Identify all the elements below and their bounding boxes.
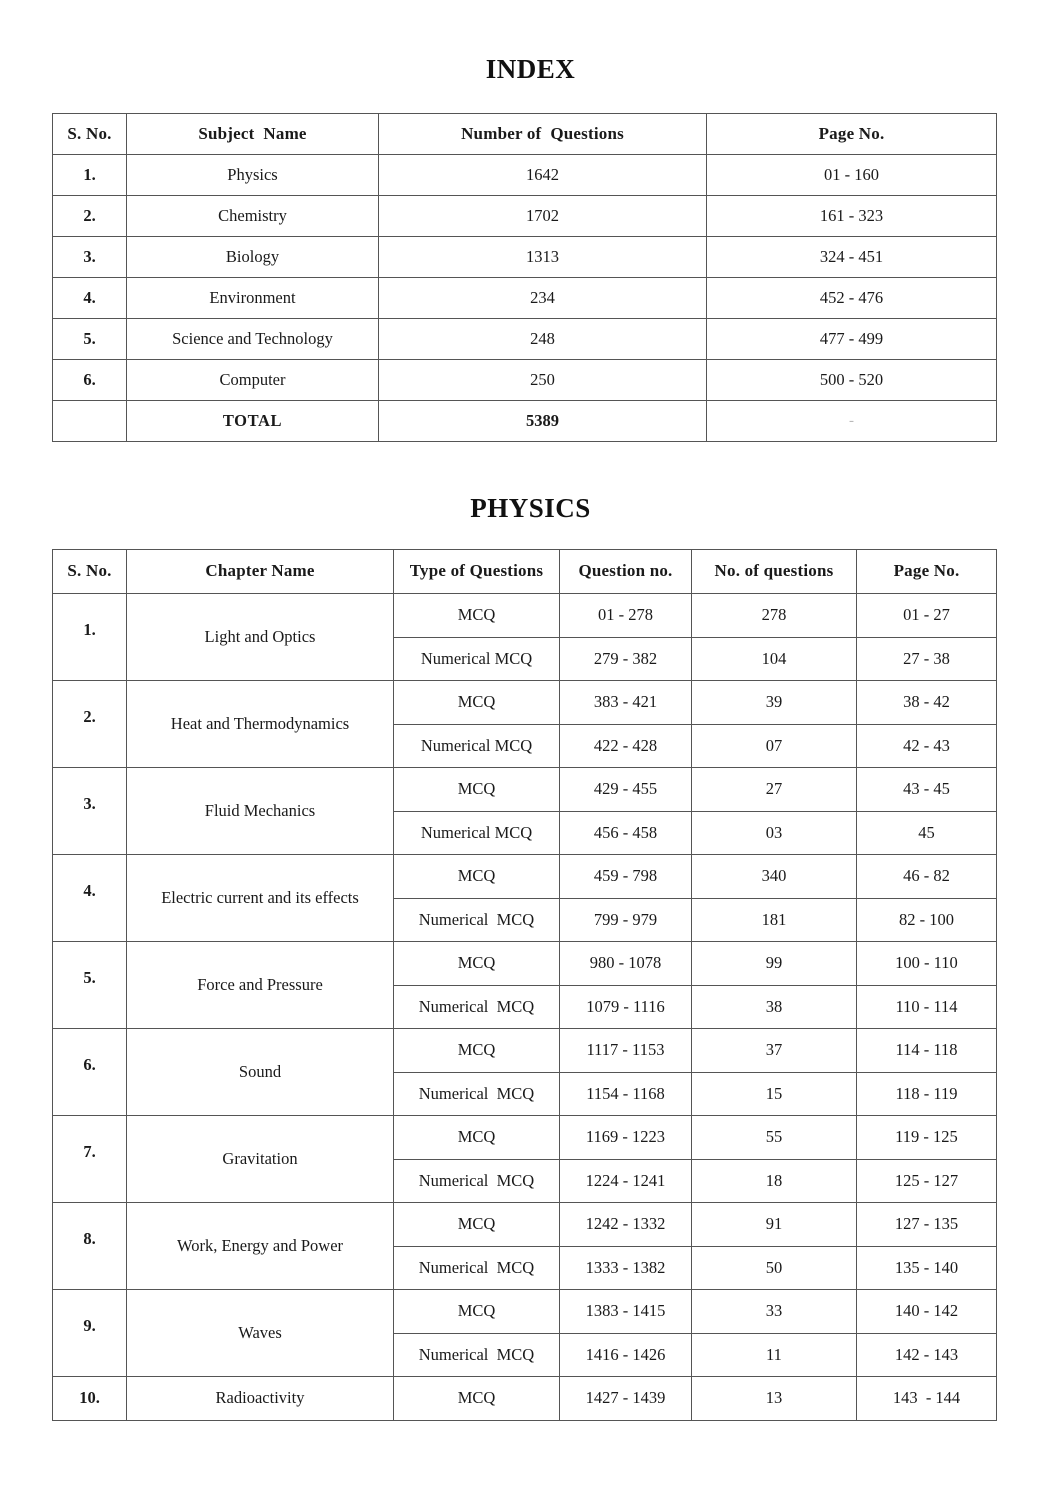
table-row xyxy=(53,237,997,278)
physics-cell-pages: 45 xyxy=(857,811,997,855)
physics-cell-question-no: 422 - 428 xyxy=(560,724,692,768)
physics-cell-pages: 46 - 82 xyxy=(857,855,997,899)
index-cell-pages: 161 - 323 xyxy=(707,196,997,237)
physics-cell-pages: 38 - 42 xyxy=(857,681,997,725)
physics-cell-pages: 118 - 119 xyxy=(857,1072,997,1116)
physics-cell-sno: 2. xyxy=(53,681,127,768)
physics-header-qno: Question no. xyxy=(560,550,692,594)
physics-cell-sno: 7. xyxy=(53,1116,127,1203)
index-cell-subject: Biology xyxy=(127,237,379,278)
physics-cell-question-no: 1333 - 1382 xyxy=(560,1246,692,1290)
physics-cell-question-no: 1079 - 1116 xyxy=(560,985,692,1029)
physics-cell-chapter-name: Fluid Mechanics xyxy=(127,768,394,855)
physics-cell-pages: 127 - 135 xyxy=(857,1203,997,1247)
physics-cell-type: MCQ xyxy=(394,1203,560,1247)
physics-cell-question-count: 18 xyxy=(692,1159,857,1203)
table-row xyxy=(53,855,997,899)
physics-cell-type: MCQ xyxy=(394,1029,560,1073)
physics-cell-question-count: 27 xyxy=(692,768,857,812)
physics-cell-pages: 143 - 144 xyxy=(857,1377,997,1421)
index-cell-pages: 324 - 451 xyxy=(707,237,997,278)
physics-cell-type: Numerical MCQ xyxy=(394,811,560,855)
physics-cell-sno: 1. xyxy=(53,594,127,681)
physics-cell-sno: 8. xyxy=(53,1203,127,1290)
physics-cell-question-count: 278 xyxy=(692,594,857,638)
physics-cell-question-no: 1383 - 1415 xyxy=(560,1290,692,1334)
physics-cell-pages: 100 - 110 xyxy=(857,942,997,986)
index-cell-questions: 1642 xyxy=(379,155,707,196)
physics-cell-question-count: 181 xyxy=(692,898,857,942)
index-cell-sno: 1. xyxy=(53,155,127,196)
index-total-row xyxy=(53,401,997,442)
index-cell-subject: Physics xyxy=(127,155,379,196)
physics-cell-type: MCQ xyxy=(394,1290,560,1334)
physics-cell-pages: 140 - 142 xyxy=(857,1290,997,1334)
physics-cell-question-count: 55 xyxy=(692,1116,857,1160)
index-cell-sno: 3. xyxy=(53,237,127,278)
physics-cell-chapter-name: Heat and Thermodynamics xyxy=(127,681,394,768)
physics-cell-type: Numerical MCQ xyxy=(394,637,560,681)
physics-cell-question-no: 1427 - 1439 xyxy=(560,1377,692,1421)
physics-cell-question-no: 1416 - 1426 xyxy=(560,1333,692,1377)
physics-cell-question-no: 459 - 798 xyxy=(560,855,692,899)
index-cell-questions: 1313 xyxy=(379,237,707,278)
physics-section-title: PHYSICS xyxy=(470,493,591,523)
index-header-sno: S. No. xyxy=(53,114,127,155)
physics-cell-question-count: 104 xyxy=(692,637,857,681)
physics-cell-pages: 42 - 43 xyxy=(857,724,997,768)
table-row xyxy=(53,155,997,196)
physics-cell-question-count: 33 xyxy=(692,1290,857,1334)
index-header-subject: Subject Name xyxy=(127,114,379,155)
physics-cell-type: Numerical MCQ xyxy=(394,898,560,942)
physics-cell-type: Numerical MCQ xyxy=(394,1246,560,1290)
table-row xyxy=(53,196,997,237)
index-total-label: TOTAL xyxy=(127,401,379,442)
index-table xyxy=(52,113,997,442)
index-cell-questions: 234 xyxy=(379,278,707,319)
table-row xyxy=(53,1029,997,1073)
physics-header-count: No. of questions xyxy=(692,550,857,594)
physics-cell-question-no: 1242 - 1332 xyxy=(560,1203,692,1247)
physics-cell-question-no: 383 - 421 xyxy=(560,681,692,725)
index-cell-subject: Environment xyxy=(127,278,379,319)
table-row xyxy=(53,1377,997,1421)
physics-cell-question-no: 799 - 979 xyxy=(560,898,692,942)
physics-cell-question-no: 980 - 1078 xyxy=(560,942,692,986)
index-cell-sno: 2. xyxy=(53,196,127,237)
table-row xyxy=(53,1116,997,1160)
table-row xyxy=(53,1290,997,1334)
physics-cell-pages: 119 - 125 xyxy=(857,1116,997,1160)
physics-cell-question-no: 1224 - 1241 xyxy=(560,1159,692,1203)
index-cell-questions: 1702 xyxy=(379,196,707,237)
physics-cell-pages: 01 - 27 xyxy=(857,594,997,638)
physics-cell-pages: 43 - 45 xyxy=(857,768,997,812)
physics-cell-sno: 4. xyxy=(53,855,127,942)
physics-cell-type: MCQ xyxy=(394,594,560,638)
physics-cell-type: Numerical MCQ xyxy=(394,1159,560,1203)
physics-cell-question-count: 38 xyxy=(692,985,857,1029)
physics-cell-type: Numerical MCQ xyxy=(394,1333,560,1377)
physics-cell-pages: 142 - 143 xyxy=(857,1333,997,1377)
index-total-pages: - xyxy=(707,401,997,442)
physics-cell-type: MCQ xyxy=(394,942,560,986)
index-cell-sno: 5. xyxy=(53,319,127,360)
physics-cell-question-no: 1154 - 1168 xyxy=(560,1072,692,1116)
physics-table-header-row xyxy=(53,550,997,594)
physics-cell-type: Numerical MCQ xyxy=(394,724,560,768)
physics-cell-chapter-name: Electric current and its effects xyxy=(127,855,394,942)
physics-cell-question-count: 11 xyxy=(692,1333,857,1377)
physics-cell-question-no: 456 - 458 xyxy=(560,811,692,855)
physics-header-sno: S. No. xyxy=(53,550,127,594)
physics-cell-question-no: 429 - 455 xyxy=(560,768,692,812)
physics-cell-pages: 27 - 38 xyxy=(857,637,997,681)
physics-cell-question-count: 50 xyxy=(692,1246,857,1290)
index-cell-subject: Science and Technology xyxy=(127,319,379,360)
physics-cell-pages: 135 - 140 xyxy=(857,1246,997,1290)
physics-cell-chapter-name: Gravitation xyxy=(127,1116,394,1203)
physics-cell-type: Numerical MCQ xyxy=(394,1072,560,1116)
physics-cell-sno: 9. xyxy=(53,1290,127,1377)
physics-cell-pages: 82 - 100 xyxy=(857,898,997,942)
index-cell-pages: 452 - 476 xyxy=(707,278,997,319)
index-page-title: INDEX xyxy=(485,54,576,84)
index-cell-subject: Computer xyxy=(127,360,379,401)
index-table-header-row xyxy=(53,114,997,155)
physics-cell-chapter-name: Force and Pressure xyxy=(127,942,394,1029)
physics-cell-question-count: 07 xyxy=(692,724,857,768)
index-total-sno xyxy=(53,401,127,442)
index-cell-subject: Chemistry xyxy=(127,196,379,237)
physics-cell-sno: 6. xyxy=(53,1029,127,1116)
physics-cell-question-count: 340 xyxy=(692,855,857,899)
physics-cell-pages: 110 - 114 xyxy=(857,985,997,1029)
physics-cell-chapter-name: Waves xyxy=(127,1290,394,1377)
index-total-questions: 5389 xyxy=(379,401,707,442)
physics-cell-type: MCQ xyxy=(394,768,560,812)
physics-cell-question-count: 13 xyxy=(692,1377,857,1421)
physics-cell-type: MCQ xyxy=(394,1116,560,1160)
table-row xyxy=(53,1203,997,1247)
physics-cell-sno: 10. xyxy=(53,1377,127,1421)
physics-cell-question-count: 37 xyxy=(692,1029,857,1073)
index-cell-pages: 500 - 520 xyxy=(707,360,997,401)
physics-cell-question-count: 91 xyxy=(692,1203,857,1247)
table-row xyxy=(53,319,997,360)
physics-cell-question-count: 99 xyxy=(692,942,857,986)
table-row xyxy=(53,360,997,401)
physics-cell-type: MCQ xyxy=(394,855,560,899)
physics-cell-chapter-name: Sound xyxy=(127,1029,394,1116)
index-cell-questions: 248 xyxy=(379,319,707,360)
physics-cell-chapter-name: Radioactivity xyxy=(127,1377,394,1421)
index-cell-pages: 477 - 499 xyxy=(707,319,997,360)
physics-cell-chapter-name: Light and Optics xyxy=(127,594,394,681)
physics-header-type: Type of Questions xyxy=(394,550,560,594)
physics-cell-question-no: 1117 - 1153 xyxy=(560,1029,692,1073)
table-row xyxy=(53,681,997,725)
index-cell-questions: 250 xyxy=(379,360,707,401)
physics-cell-question-no: 279 - 382 xyxy=(560,637,692,681)
table-row xyxy=(53,594,997,638)
physics-cell-question-count: 15 xyxy=(692,1072,857,1116)
table-row xyxy=(53,278,997,319)
physics-cell-pages: 114 - 118 xyxy=(857,1029,997,1073)
physics-table xyxy=(52,549,997,1421)
physics-cell-question-no: 1169 - 1223 xyxy=(560,1116,692,1160)
physics-cell-type: Numerical MCQ xyxy=(394,985,560,1029)
physics-cell-question-count: 03 xyxy=(692,811,857,855)
physics-cell-question-no: 01 - 278 xyxy=(560,594,692,638)
physics-header-chapter: Chapter Name xyxy=(127,550,394,594)
physics-cell-type: MCQ xyxy=(394,1377,560,1421)
physics-cell-sno: 5. xyxy=(53,942,127,1029)
physics-header-page: Page No. xyxy=(857,550,997,594)
table-row xyxy=(53,768,997,812)
physics-cell-chapter-name: Work, Energy and Power xyxy=(127,1203,394,1290)
physics-cell-type: MCQ xyxy=(394,681,560,725)
index-cell-sno: 6. xyxy=(53,360,127,401)
physics-cell-question-count: 39 xyxy=(692,681,857,725)
index-header-number: Number of Questions xyxy=(379,114,707,155)
table-row xyxy=(53,942,997,986)
physics-cell-pages: 125 - 127 xyxy=(857,1159,997,1203)
index-cell-pages: 01 - 160 xyxy=(707,155,997,196)
index-header-page: Page No. xyxy=(707,114,997,155)
index-cell-sno: 4. xyxy=(53,278,127,319)
physics-cell-sno: 3. xyxy=(53,768,127,855)
